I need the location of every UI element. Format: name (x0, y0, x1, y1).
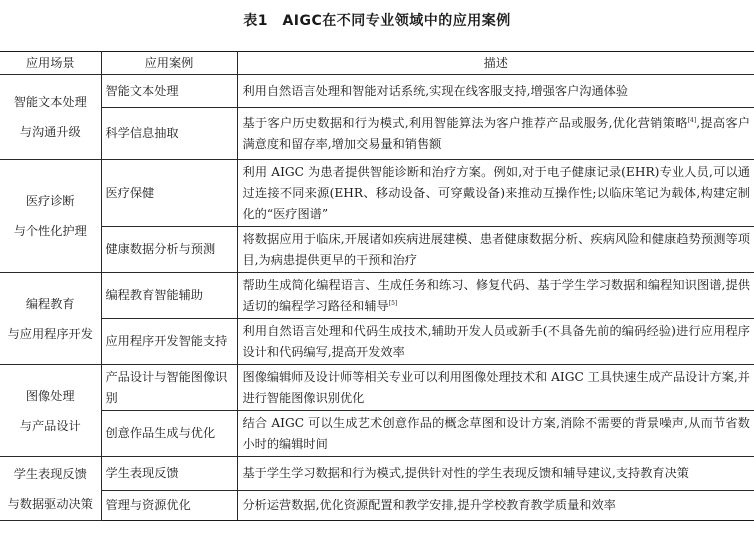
description-cell: 利用 AIGC 为患者提供智能诊断和治疗方案。例如,对于电子健康记录(EHR)专业人员,可以通过连接不同来源(EHR、移动设备、可穿戴设备)来推动互操作性;以临床笔记为载体,构建定制化的“医疗图谱” (237, 160, 754, 227)
case-cell: 创意作品生成与优化 (101, 411, 237, 457)
case-cell: 科学信息抽取 (101, 108, 237, 160)
table-row (0, 227, 754, 273)
table-caption: 表1 AIGC在不同专业领域中的应用案例 (243, 13, 511, 29)
table-row (0, 160, 754, 227)
scene-line: 与个性化护理 (13, 224, 87, 238)
table-row (0, 75, 754, 108)
description-cell (237, 273, 754, 319)
description-cell: 图像编辑师及设计师等相关专业可以利用图像处理技术和 AIGC 工具快速生成产品设计方案,并进行智能图像识别优化 (237, 365, 754, 411)
description-text-tail: ,提高客户满意度和留存率,增加交易量和销售额 (242, 115, 751, 151)
table-row (0, 365, 754, 411)
case-cell: 健康数据分析与预测 (101, 227, 237, 273)
scene-line: 医疗诊断 (25, 194, 75, 208)
table-row (0, 411, 754, 457)
case-cell: 学生表现反馈 (101, 457, 237, 491)
description-cell (237, 108, 754, 160)
scene-line: 与产品设计 (19, 418, 81, 433)
table-row (0, 457, 754, 491)
scene-line: 编程教育 (25, 296, 75, 311)
scene-cell (0, 160, 101, 273)
description-cell: 基于学生学习数据和行为模式,提供针对性的学生表现反馈和辅导建议,支持教育决策 (237, 457, 754, 491)
table-row (0, 273, 754, 319)
header-case: 应用案例 (101, 52, 237, 75)
case-cell: 管理与资源优化 (101, 491, 237, 521)
scene-line: 学生表现反馈 (13, 466, 87, 481)
description-cell: 结合 AIGC 可以生成艺术创意作品的概念草图和设计方案,消除不需要的背景噪声,从而节省数小时的编辑时间 (237, 411, 754, 457)
table-row (0, 108, 754, 160)
reference-marker: [4] (687, 116, 697, 124)
scene-line: 与沟通升级 (19, 125, 81, 139)
case-cell: 医疗保健 (101, 160, 237, 227)
description-text: 帮助生成简化编程语言、生成任务和练习、修复代码、基于学生学习数据和编程知识图谱,提供适切的编程学习路径和辅导 (242, 277, 750, 313)
case-cell: 产品设计与智能图像识别 (101, 365, 237, 411)
scene-cell (0, 365, 101, 457)
description-cell: 将数据应用于临床,开展诸如疾病进展建模、患者健康数据分析、疾病风险和健康趋势预测等项目,为病患提供更早的干预和治疗 (237, 227, 754, 273)
scene-line: 与应用程序开发 (7, 326, 93, 341)
case-cell: 编程教育智能辅助 (101, 273, 237, 319)
header-description: 描述 (237, 52, 754, 75)
table-row (0, 491, 754, 521)
scene-cell (0, 457, 101, 521)
scene-line: 与数据驱动决策 (7, 496, 93, 511)
scene-cell (0, 273, 101, 365)
table-header-row (0, 52, 754, 75)
case-cell: 智能文本处理 (101, 75, 237, 108)
scene-cell (0, 75, 101, 160)
scene-line: 图像处理 (25, 388, 75, 403)
header-scene: 应用场景 (0, 52, 101, 75)
reference-marker: [5] (388, 299, 398, 307)
description-cell: 利用自然语言处理和代码生成技术,辅助开发人员或新手(不具备先前的编码经验)进行应用程序设计和代码编写,提高开发效率 (237, 319, 754, 365)
aigc-application-table (0, 51, 754, 521)
case-cell: 应用程序开发智能支持 (101, 319, 237, 365)
table-row (0, 319, 754, 365)
description-cell: 利用自然语言处理和智能对话系统,实现在线客服支持,增强客户沟通体验 (237, 75, 754, 108)
description-cell: 分析运营数据,优化资源配置和教学安排,提升学校教育教学质量和效率 (237, 491, 754, 521)
scene-line: 智能文本处理 (13, 95, 87, 109)
description-text: 基于客户历史数据和行为模式,利用智能算法为客户推荐产品或服务,优化营销策略 (242, 115, 688, 130)
